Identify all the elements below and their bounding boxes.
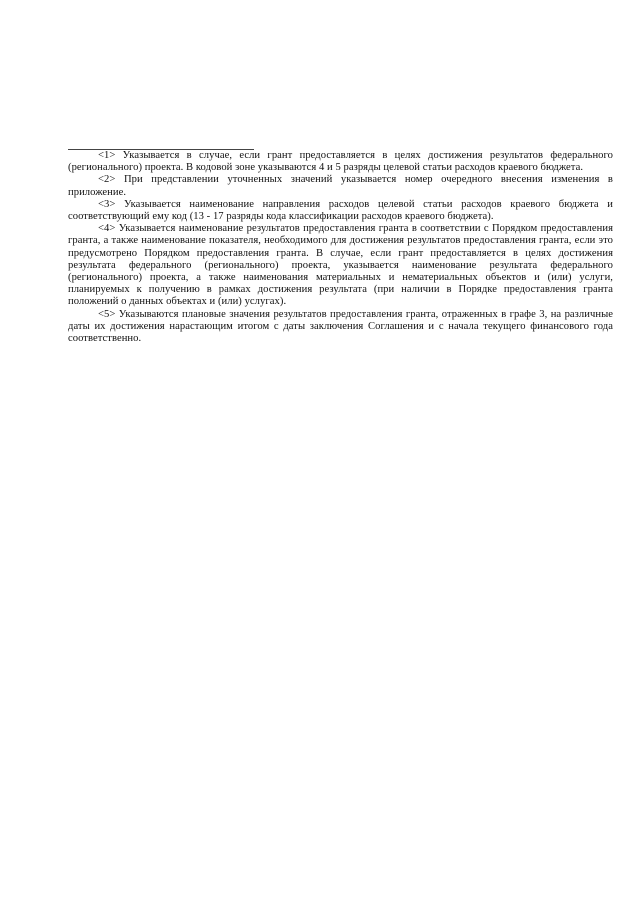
footnote-4: <4> Указывается наименование результатов предоставления гранта в соответствии с Порядком предоставления гранта, а также наименование показателя, необходимого для достижения результатов предоставления гранта, если это предусмотрено Порядком предоставления гранта. В случае, если грант предоставляется в целях достижения результата федерального (регионального) проекта, указывается наименование результата федерального (регионального) проекта, а также наименования материальных и нематериальных объектов и (или) услуги, планируемых к получению в рамках достижения результата (при наличии в Порядке предоставления гранта положений о данных объектах и (или) услугах). <box>68 223 613 308</box>
footnotes-section <box>68 150 613 345</box>
footnote-2: <2> При представлении уточненных значений указывается номер очередного внесения изменения в приложение. <box>68 174 613 198</box>
footnote-5: <5> Указываются плановые значения результатов предоставления гранта, отраженных в графе 3, на различные даты их достижения нарастающим итогом с даты заключения Соглашения и с начала текущего финансового года соответственно. <box>68 308 613 345</box>
footnote-3: <3> Указывается наименование направления расходов целевой статьи расходов краевого бюджета и соответствующий ему код (13 - 17 разряды кода классификации расходов краевого бюджета). <box>68 198 613 223</box>
footnote-1: <1> Указывается в случае, если грант предоставляется в целях достижения результатов федерального (регионального) проекта. В кодовой зоне указываются 4 и 5 разряды целевой статьи расходов краевого бюджета. <box>68 150 613 174</box>
